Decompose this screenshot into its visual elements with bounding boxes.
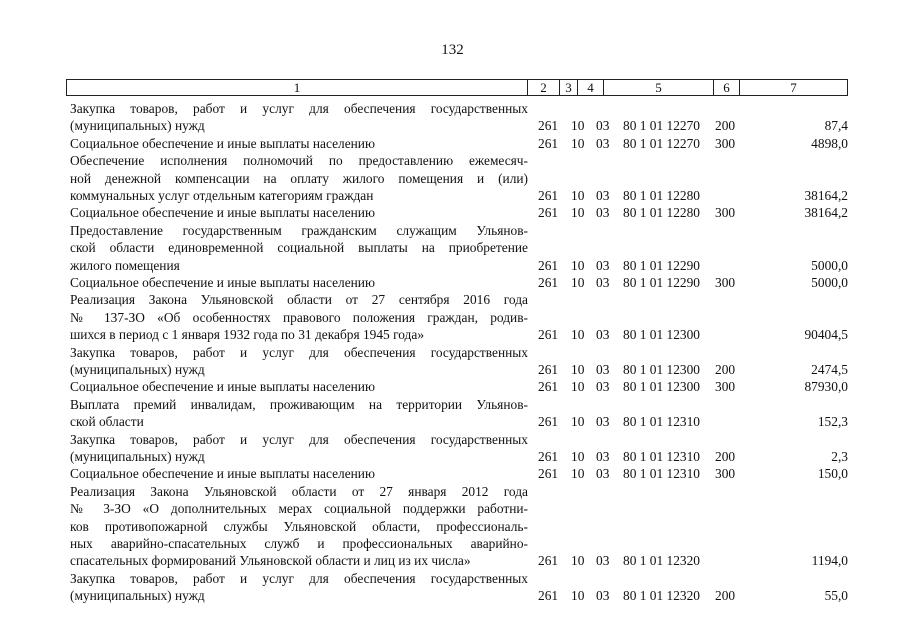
cell-c2: 261 xyxy=(538,257,559,273)
header-col-6: 6 xyxy=(713,80,739,95)
cell-c7: 152,3 xyxy=(817,414,848,430)
cell-c3: 10 xyxy=(571,257,585,273)
cell-c5: 80 1 01 12320 xyxy=(623,553,700,569)
cell-c2: 261 xyxy=(538,361,559,377)
description-line: Социальное обеспечение и иные выплаты населению xyxy=(70,135,375,151)
table-row xyxy=(0,274,905,291)
description-line: Закупка товаров, работ и услуг для обеспечения государственных xyxy=(70,344,528,360)
row-description xyxy=(70,378,528,395)
row-description xyxy=(70,152,528,204)
cell-c4: 03 xyxy=(596,466,610,482)
header-col-1: 1 xyxy=(293,80,301,95)
cell-c6: 200 xyxy=(715,448,736,464)
row-description xyxy=(70,222,528,274)
cell-c3: 10 xyxy=(571,327,585,343)
cell-c2: 261 xyxy=(538,466,559,482)
row-description xyxy=(70,100,528,135)
cell-c5: 80 1 01 12290 xyxy=(623,257,700,273)
cell-c6: 200 xyxy=(715,361,736,377)
cell-c4: 03 xyxy=(596,448,610,464)
cell-c3: 10 xyxy=(571,379,585,395)
cell-c2: 261 xyxy=(538,274,559,290)
cell-c5: 80 1 01 12270 xyxy=(623,118,700,134)
cell-c4: 03 xyxy=(596,327,610,343)
description-line: Закупка товаров, работ и услуг для обеспечения государственных xyxy=(70,431,528,447)
description-line: Обеспечение исполнения полномочий по предоставлению ежемесяч- xyxy=(70,153,528,169)
description-line: Закупка товаров, работ и услуг для обеспечения государственных xyxy=(70,101,528,116)
description-line: жилого помещения xyxy=(70,257,180,273)
cell-c2: 261 xyxy=(538,448,559,464)
cell-c3: 10 xyxy=(571,448,585,464)
description-line: Социальное обеспечение и иные выплаты населению xyxy=(70,379,375,395)
description-line: ской области единовременной социальной выплаты на приобретение xyxy=(70,240,528,256)
cell-c7: 2,3 xyxy=(831,448,848,464)
description-line: (муниципальных) нужд xyxy=(70,588,205,604)
cell-c6: 300 xyxy=(715,379,736,395)
cell-c3: 10 xyxy=(571,553,585,569)
description-line: ков противопожарной службы Ульяновской области, профессиональ- xyxy=(70,518,528,534)
cell-c3: 10 xyxy=(571,205,585,221)
cell-c2: 261 xyxy=(538,588,559,604)
row-description xyxy=(70,396,528,431)
cell-c4: 03 xyxy=(596,553,610,569)
cell-c2: 261 xyxy=(538,414,559,430)
cell-c4: 03 xyxy=(596,414,610,430)
description-line: Выплата премий инвалидам, проживающим на территории Ульянов- xyxy=(70,396,528,412)
cell-c6: 300 xyxy=(715,135,736,151)
description-line: спасательных формирований Ульяновской области и лиц из их числа» xyxy=(70,553,471,569)
cell-c6: 200 xyxy=(715,588,736,604)
row-description xyxy=(70,135,528,152)
description-line: (муниципальных) нужд xyxy=(70,361,205,377)
header-col-4: 4 xyxy=(577,80,603,95)
description-line: Закупка товаров, работ и услуг для обеспечения государственных xyxy=(70,570,528,586)
cell-c7: 90404,5 xyxy=(804,327,848,343)
cell-c4: 03 xyxy=(596,187,610,203)
table-row xyxy=(0,222,905,274)
header-col-3: 3 xyxy=(559,80,577,95)
header-col-2: 2 xyxy=(527,80,559,95)
cell-c5: 80 1 01 12290 xyxy=(623,274,700,290)
cell-c4: 03 xyxy=(596,118,610,134)
table-row xyxy=(0,570,905,605)
table-row xyxy=(0,135,905,152)
cell-c3: 10 xyxy=(571,466,585,482)
description-line: ной денежной компенсации на оплату жилого помещения и (или) xyxy=(70,170,528,186)
cell-c7: 150,0 xyxy=(817,466,848,482)
description-line: № 3-ЗО «О дополнительных мерах социальной поддержки работни- xyxy=(70,501,528,517)
cell-c7: 1194,0 xyxy=(811,553,848,569)
cell-c3: 10 xyxy=(571,274,585,290)
cell-c2: 261 xyxy=(538,379,559,395)
description-line: (муниципальных) нужд xyxy=(70,448,205,464)
description-line: Предоставление государственным гражданским служащим Ульянов- xyxy=(70,222,528,238)
cell-c7: 2474,5 xyxy=(811,361,848,377)
row-description xyxy=(70,570,528,605)
page-number: 132 xyxy=(441,42,464,58)
cell-c7: 87930,0 xyxy=(804,379,848,395)
budget-table-body xyxy=(0,100,905,605)
description-line: Реализация Закона Ульяновской области от 27 сентября 2016 года xyxy=(70,292,528,308)
cell-c5: 80 1 01 12300 xyxy=(623,379,700,395)
cell-c2: 261 xyxy=(538,118,559,134)
cell-c3: 10 xyxy=(571,135,585,151)
cell-c6: 300 xyxy=(715,205,736,221)
cell-c7: 4898,0 xyxy=(811,135,848,151)
description-line: Социальное обеспечение и иные выплаты населению xyxy=(70,274,375,290)
cell-c5: 80 1 01 12310 xyxy=(623,414,700,430)
cell-c7: 38164,2 xyxy=(804,187,848,203)
cell-c4: 03 xyxy=(596,274,610,290)
description-line: № 137-ЗО «Об особенностях правового положения граждан, родив- xyxy=(70,309,528,325)
cell-c4: 03 xyxy=(596,379,610,395)
cell-c6: 300 xyxy=(715,274,736,290)
cell-c2: 261 xyxy=(538,187,559,203)
cell-c7: 5000,0 xyxy=(811,274,848,290)
row-description xyxy=(70,483,528,570)
cell-c5: 80 1 01 12300 xyxy=(623,327,700,343)
description-line: (муниципальных) нужд xyxy=(70,118,205,134)
description-line: коммунальных услуг отдельным категориям граждан xyxy=(70,188,374,203)
cell-c6: 200 xyxy=(715,118,736,134)
cell-c7: 55,0 xyxy=(824,588,848,604)
table-header xyxy=(66,79,848,96)
cell-c2: 261 xyxy=(538,135,559,151)
description-line: ных аварийно-спасательных служб и профессиональных аварийно- xyxy=(70,535,528,551)
header-col-5: 5 xyxy=(603,80,713,95)
cell-c4: 03 xyxy=(596,361,610,377)
cell-c5: 80 1 01 12310 xyxy=(623,466,700,482)
table-row xyxy=(0,100,905,135)
cell-c4: 03 xyxy=(596,205,610,221)
row-description xyxy=(70,344,528,379)
row-description xyxy=(70,291,528,343)
cell-c4: 03 xyxy=(596,588,610,604)
cell-c7: 5000,0 xyxy=(811,257,848,273)
description-line: шихся в период с 1 января 1932 года по 31 декабря 1945 года» xyxy=(70,327,425,343)
cell-c7: 38164,2 xyxy=(804,205,848,221)
cell-c3: 10 xyxy=(571,187,585,203)
cell-c5: 80 1 01 12280 xyxy=(623,205,700,221)
cell-c3: 10 xyxy=(571,588,585,604)
table-row xyxy=(0,465,905,482)
table-row xyxy=(0,204,905,221)
cell-c3: 10 xyxy=(571,118,585,134)
cell-c4: 03 xyxy=(596,135,610,151)
table-row xyxy=(0,431,905,466)
table-row xyxy=(0,396,905,431)
cell-c6: 300 xyxy=(715,466,736,482)
table-row xyxy=(0,152,905,204)
row-description xyxy=(70,274,528,291)
row-description xyxy=(70,431,528,466)
cell-c3: 10 xyxy=(571,414,585,430)
cell-c5: 80 1 01 12320 xyxy=(623,588,700,604)
description-line: Социальное обеспечение и иные выплаты населению xyxy=(70,205,375,221)
description-line: ской области xyxy=(70,414,144,430)
cell-c3: 10 xyxy=(571,361,585,377)
table-row xyxy=(0,483,905,570)
table-row xyxy=(0,344,905,379)
cell-c2: 261 xyxy=(538,553,559,569)
row-description xyxy=(70,204,528,221)
cell-c4: 03 xyxy=(596,257,610,273)
cell-c5: 80 1 01 12270 xyxy=(623,135,700,151)
cell-c5: 80 1 01 12300 xyxy=(623,361,700,377)
cell-c2: 261 xyxy=(538,327,559,343)
description-line: Реализация Закона Ульяновской области от 27 января 2012 года xyxy=(70,483,528,499)
cell-c5: 80 1 01 12280 xyxy=(623,187,700,203)
cell-c2: 261 xyxy=(538,205,559,221)
description-line: Социальное обеспечение и иные выплаты населению xyxy=(70,466,375,482)
table-row xyxy=(0,291,905,343)
cell-c7: 87,4 xyxy=(824,118,848,134)
cell-c5: 80 1 01 12310 xyxy=(623,448,700,464)
table-row xyxy=(0,378,905,395)
row-description xyxy=(70,465,528,482)
header-col-7: 7 xyxy=(739,80,847,95)
